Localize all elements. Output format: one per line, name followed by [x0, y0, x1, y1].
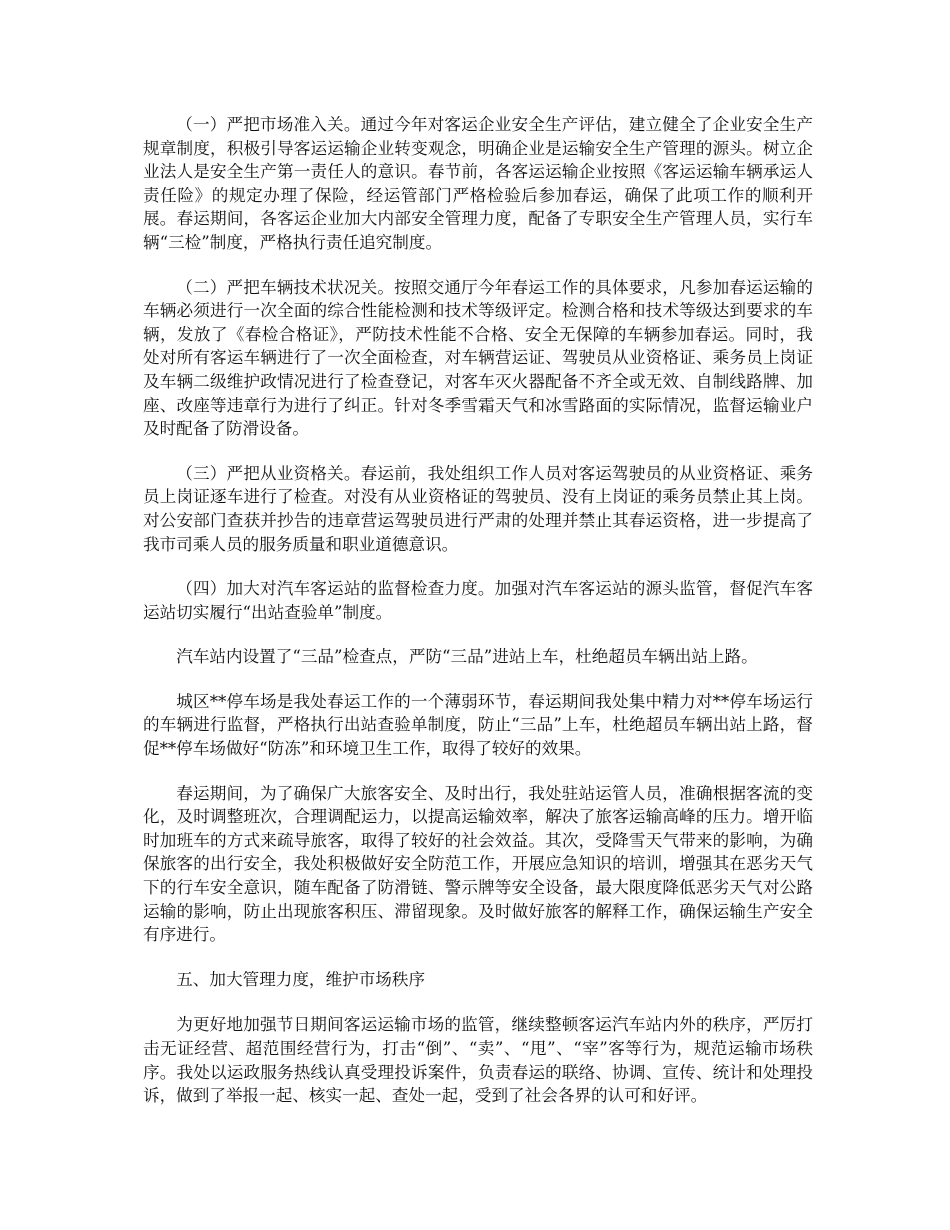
paragraph-practitioner-qualification: （三）严把从业资格关。春运前，我处组织工作人员对客运驾驶员的从业资格证、乘务员上岗证逐车进行了检查。对没有从业资格证的驾驶员、没有上岗证的乘务员禁止其上岗。对公安部门查获并抄告的违章营运驾驶员进行严肃的处理并禁止其春运资格，进一步提高了我市司乘人员的服务质量和职业道德意识。 — [143, 463, 813, 554]
paragraph-bus-station-supervision: （四）加大对汽车客运站的监督检查力度。加强对汽车客运站的源头监管，督促汽车客运站切实履行“出站查验单”制度。 — [143, 579, 813, 622]
paragraph-spring-transport-period: 春运期间，为了确保广大旅客安全、及时出行，我处驻站运管人员，准确根据客流的变化，及时调整班次，合理调配运力，以提高运输效率，解决了旅客运输高峰的压力。增开临时加班车的方式来疏导旅客，取得了较好的社会效益。其次，受降雪天气带来的影响，为确保旅客的出行安全，我处积极做好安全防范工作，开展应急知识的培训，增强其在恶劣天气下的行车安全意识，随车配备了防滑链、警示牌等安全设备，最大限度降低恶劣天气对公路运输的影响，防止出现旅客积压、滞留现象。及时做好旅客的解释工作，确保运输生产安全有序进行。 — [143, 783, 813, 945]
paragraph-three-items-checkpoint: 汽车站内设置了“三品”检查点，严防“三品”进站上车，杜绝超员车辆出站上路。 — [176, 647, 758, 667]
paragraph-market-regulation: 为更好地加强节日期间客运运输市场的监管，继续整顿客运汽车站内外的秩序，严厉打击无证经营、超范围经营行为，打击“倒”、“卖”、“甩”、“宰”客等行为，规范运输市场秩序。我处以运政服务热线认真受理投诉案件，负责春运的联络、协调、宣传、统计和处理投诉，做到了举报一起、核实一起、查处一起，受到了社会各界的认可和好评。 — [143, 1015, 813, 1106]
paragraph-strict-market-entry: （一）严把市场准入关。通过今年对客运企业安全生产评估，建立健全了企业安全生产规章制度，积极引导客运运输企业转变观念，明确企业是运输安全生产管理的源头。树立企业法人是安全生产第一责任人的意识。春节前，各客运运输企业按照《客运运输车辆承运人责任险》的规定办理了保险，经运管部门严格检验后参加春运，确保了此项工作的顺利开展。春运期间，各客运企业加大内部安全管理力度，配备了专职安全生产管理人员，实行车辆“三检”制度，严格执行责任追究制度。 — [143, 115, 813, 252]
paragraph-parking-lot-supervision: 城区**停车场是我处春运工作的一个薄弱环节，春运期间我处集中精力对**停车场运行的车辆进行监督，严格执行出站查验单制度，防止“三品”上车，杜绝超员车辆出站上路，督促**停车场做好“防冻”和环境卫生工作，取得了较好的效果。 — [143, 691, 813, 759]
document-body — [143, 113, 813, 1129]
paragraph-vehicle-technical-status: （二）严把车辆技术状况关。按照交通厅今年春运工作的具体要求，凡参加春运运输的车辆必须进行一次全面的综合性能检测和技术等级评定。检测合格和技术等级达到要求的车辆，发放了《春检合格证》，严防技术性能不合格、安全无保障的车辆参加春运。同时，我处对所有客运车辆进行了一次全面检查，对车辆营运证、驾驶员从业资格证、乘务员上岗证及车辆二级维护政情况进行了检查登记，对客车灭火器配备不齐全或无效、自制线路牌、加座、改座等违章行为进行了纠正。针对冬季雪霜天气和冰雪路面的实际情况，监督运输业户及时配备了防滑设备。 — [143, 277, 813, 439]
section-heading-market-order: 五、加大管理力度，维护市场秩序 — [176, 969, 426, 989]
